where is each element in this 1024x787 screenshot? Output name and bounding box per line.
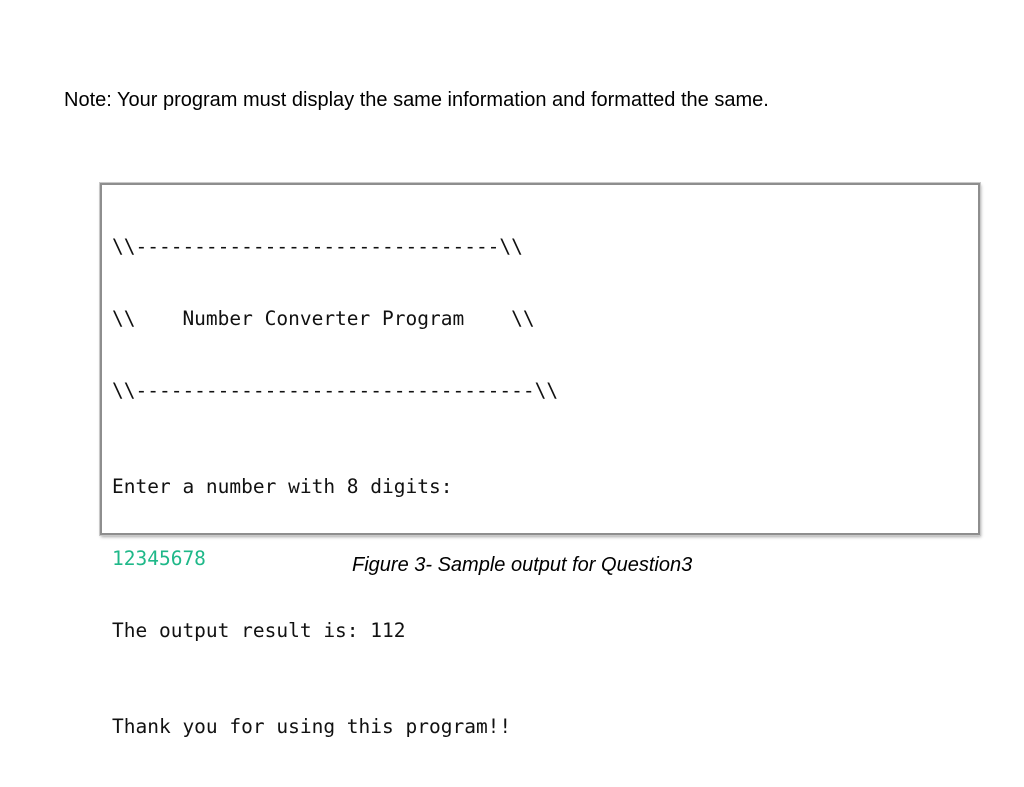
farewell-line: Thank you for using this program!! <box>112 715 512 738</box>
result-line: The output result is: 112 <box>112 619 406 642</box>
prompt-line: Enter a number with 8 digits: <box>112 475 453 498</box>
user-input-line: 12345678 <box>112 547 206 570</box>
console-text <box>112 187 558 787</box>
banner-bottom-line: \\----------------------------------\\ <box>112 379 559 402</box>
banner-title-line: \\ Number Converter Program \\ <box>112 307 535 330</box>
banner-top-line: \\-------------------------------\\ <box>112 235 523 258</box>
figure-caption: Figure 3- Sample output for Question3 <box>352 554 693 576</box>
instruction-note: Note: Your program must display the same information and formatted the same. <box>64 89 769 111</box>
